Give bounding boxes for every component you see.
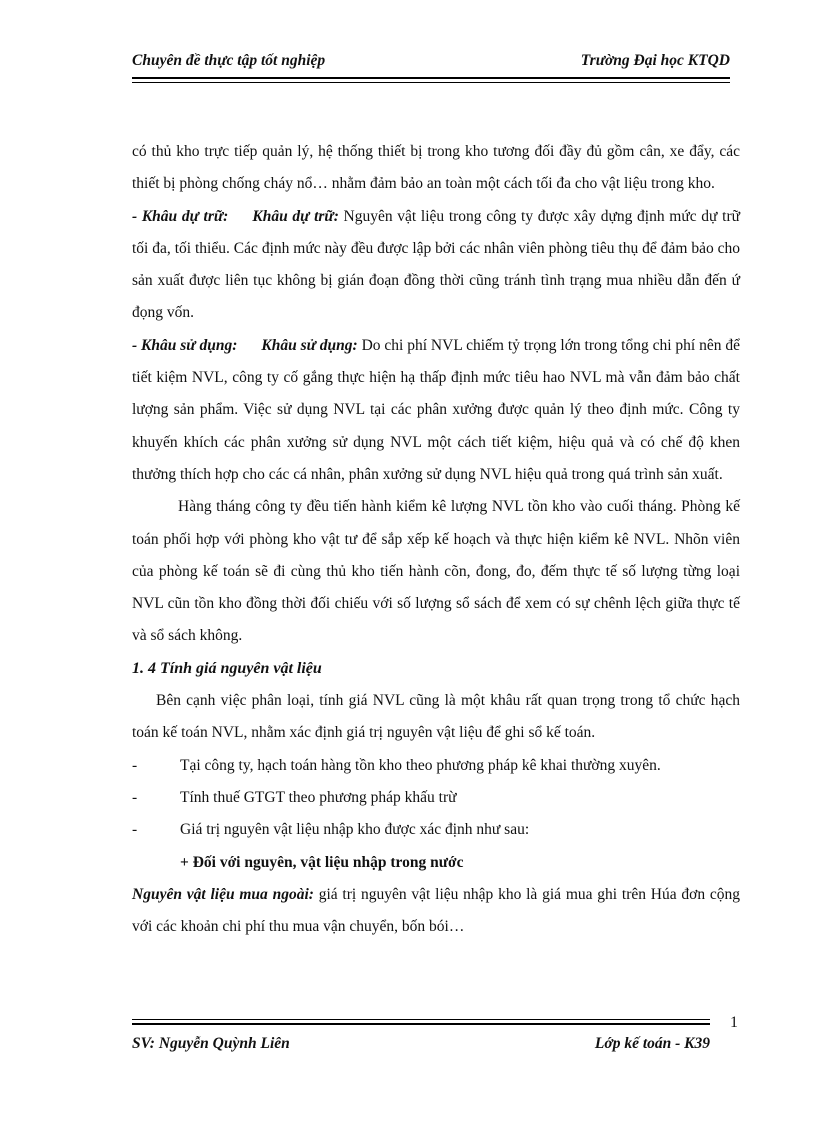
- paragraph-storage: có thủ kho trực tiếp quản lý, hệ thống thiết bị trong kho tương đối đầy đủ gồm cân, xe đẩy, các thiết bị phòng chống cháy nổ… nhằm đảm bảo an toàn một cách tối đa cho vật liệu trong kho.: [132, 143, 740, 193]
- reserve-label: - Khâu dự trữ:: [132, 207, 229, 225]
- bullet-dash: -: [132, 821, 138, 839]
- bullet-dash: -: [132, 756, 138, 774]
- bullet-text: Giá trị nguyên vật liệu nhập kho được xác định như sau:: [180, 821, 530, 839]
- bullet-text: Tính thuế GTGT theo phương pháp khấu trừ: [180, 788, 457, 806]
- purchased-text: giá trị nguyên vật liệu nhập kho là giá mua ghi trên Húa đơn cộng với các khoản chi phí thu mua vận chuyển, bốn bói…: [132, 885, 740, 936]
- footer-rule-thick: [132, 1023, 710, 1025]
- paragraph-inventory-check: Hàng tháng công ty đều tiến hành kiểm kê lượng NVL tồn kho vào cuối tháng. Phòng kế toán phối hợp với phòng kho vật tư để sắp xếp kế hoạch và thực hiện kiểm kê NVL. Nhõn viên của phòng kế toán sẽ đi cùng thủ kho tiến hành cõn, đong, đo, đếm thực tế số lượng từng loại NVL cũn tồn kho đồng thời đối chiếu với số lượng sổ sách để xem có sự chênh lệch giữa thực tế và sổ sách không.: [132, 498, 740, 645]
- bullet-dash: -: [132, 788, 138, 806]
- page-footer: [132, 1035, 710, 1059]
- footer-rule-thin: [132, 1019, 710, 1020]
- bullet-item: [132, 750, 740, 782]
- paragraph-reserve: [132, 201, 740, 330]
- bullet-text: Tại công ty, hạch toán hàng tồn kho theo phương pháp kê khai thường xuyên.: [180, 756, 661, 774]
- bullet-item: [132, 782, 740, 814]
- sub-heading: + Đối với nguyên, vật liệu nhập trong nước: [180, 853, 464, 871]
- header-course-title: Chuyên đề thực tập tốt nghiệp: [132, 52, 326, 69]
- reserve-text: Nguyên vật liệu trong công ty được xây dựng định mức dự trữ tối đa, tối thiểu. Các định mức này đều được lập bởi các nhân viên phòng tiêu thụ để đảm bảo cho sản xuất được liên tục không bị gián đoạn đồng thời cũng tránh tình trạng mua nhiều dẫn đến ứ đọng vốn.: [132, 207, 741, 322]
- reserve-label-repeat: Khâu dự trữ:: [252, 207, 339, 225]
- purchased-label: Nguyên vật liệu mua ngoài:: [132, 885, 314, 903]
- footer-student: SV: Nguyễn Quỳnh Liên: [132, 1035, 290, 1052]
- usage-text: Do chi phí NVL chiếm tỷ trọng lớn trong tổng chi phí nên để tiết kiệm NVL, công ty cố gắng thực hiện hạ thấp định mức tiêu hao NVL mà vẫn đảm bảo chất lượng sản phẩm. Việc sử dụng NVL tại các phân xưởng được quản lý theo định mức. Công ty khuyến khích các phân xưởng sử dụng NVL một cách tiết kiệm, hiệu quả và có chế độ khen thưởng thích hợp cho các cá nhân, phân xưởng sử dụng NVL hiệu quả trong quá trình sản xuất.: [132, 336, 740, 483]
- header-rule-thick: [132, 77, 730, 79]
- page-number: 1: [730, 1014, 738, 1031]
- page-header: [132, 52, 730, 76]
- bullet-item: [132, 814, 740, 846]
- paragraph-usage: [132, 330, 740, 491]
- header-university: Trường Đại học KTQD: [580, 52, 730, 69]
- usage-label: - Khâu sử dụng:: [132, 336, 238, 354]
- paragraph-purchased-materials: [132, 879, 740, 944]
- header-rule-thin: [132, 82, 730, 83]
- paragraph-pricing-intro: Bên cạnh việc phân loại, tính giá NVL cũng là một khâu rất quan trọng trong tổ chức hạch toán kế toán NVL, nhằm xác định giá trị nguyên vật liệu để ghi sổ kế toán.: [132, 692, 740, 742]
- footer-class: Lớp kế toán - K39: [594, 1035, 710, 1052]
- document-body: [132, 136, 740, 943]
- section-heading: 1. 4 Tính giá nguyên vật liệu: [132, 659, 322, 677]
- usage-label-repeat: Khâu sử dụng:: [261, 336, 358, 354]
